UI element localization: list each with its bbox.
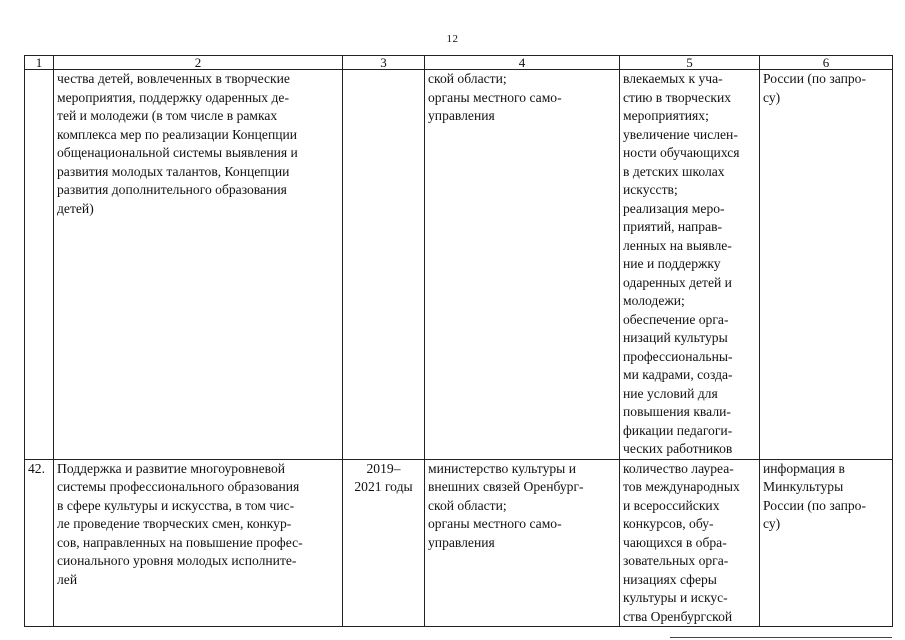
period-cell — [343, 70, 425, 460]
cell-text-line: мероприятия, поддержку одаренных де- — [57, 89, 289, 105]
cell-text-line: одаренных детей и — [623, 274, 732, 290]
cell-text-line: конкурсов, обу- — [623, 516, 714, 531]
report-cell — [760, 459, 893, 627]
cell-text-line: и всероссийских — [623, 497, 720, 513]
table-row — [25, 459, 893, 627]
column-header: 2 — [54, 56, 343, 70]
cell-text-line: ской области; — [428, 71, 507, 86]
cell-text-line: в детских школах — [623, 163, 725, 179]
cell-text-line: в сфере культуры и искусства, в том чис- — [57, 497, 295, 513]
cell-text-line: молодежи; — [623, 293, 685, 308]
cell-text-line: комплекса мер по реализации Концепции — [57, 126, 298, 142]
cell-text-line: системы профессионального образования — [57, 479, 300, 494]
cell-text-line: России (по запро- — [763, 71, 866, 86]
cell-text-line: 2021 годы — [354, 479, 413, 494]
cell-text-line: 2019– — [366, 460, 401, 476]
cell-text-line: ленных на выявле- — [623, 237, 732, 253]
row-number-cell — [25, 70, 54, 460]
cell-text-line: искусств; — [623, 182, 678, 197]
cell-text-line: тей и молодежи (в том числе в рамках — [57, 108, 278, 123]
cell-text-line: детей) — [57, 200, 94, 216]
row-number-cell: 42. — [25, 459, 54, 627]
measure-cell — [54, 459, 343, 627]
cell-text-line: мероприятиях; — [623, 108, 709, 123]
cell-text-line: управления — [428, 108, 495, 123]
cell-text-line: управления — [428, 534, 495, 550]
cell-text-line: повышения квали- — [623, 404, 731, 419]
cell-text-line: ми кадрами, созда- — [623, 367, 733, 382]
column-header: 3 — [343, 56, 425, 70]
cell-text-line: органы местного само- — [428, 89, 562, 105]
cell-text-line: внешних связей Оренбург- — [428, 479, 584, 494]
cell-text-line: зовательных орга- — [623, 553, 729, 568]
column-header: 5 — [620, 56, 760, 70]
cell-text-line: обеспечение орга- — [623, 311, 729, 327]
cell-text-line: Поддержка и развитие многоуровневой — [57, 460, 286, 476]
table-header-row — [25, 56, 893, 70]
cell-text-line: ства Оренбургской — [623, 608, 733, 624]
cell-text-line: су) — [763, 516, 781, 531]
column-header: 1 — [25, 56, 54, 70]
page-number: 12 — [446, 33, 459, 45]
cell-text-line: чающихся в обра- — [623, 534, 727, 550]
cell-text-line: низациях сферы — [623, 571, 717, 587]
cell-text-line: развития дополнительного образования — [57, 182, 287, 197]
cell-text-line: су) — [763, 89, 781, 105]
cell-text-line: тов международных — [623, 479, 740, 494]
cell-text-line: ле проведение творческих смен, конкур- — [57, 516, 292, 531]
cell-text-line: низаций культуры — [623, 330, 728, 345]
column-header: 4 — [425, 56, 620, 70]
period-cell — [343, 459, 425, 627]
result-cell — [620, 70, 760, 460]
cell-text-line: общенациональной системы выявления и — [57, 145, 298, 160]
report-cell — [760, 70, 893, 460]
column-header: 6 — [760, 56, 893, 70]
page-bottom-rule — [670, 637, 892, 638]
cell-text-line: ности обучающихся — [623, 145, 740, 160]
measure-cell — [54, 70, 343, 460]
cell-text-line: развития молодых талантов, Концепции — [57, 163, 290, 179]
cell-text-line: Минкультуры — [763, 479, 844, 494]
cell-text-line: приятий, направ- — [623, 219, 723, 234]
cell-text-line: влекаемых к уча- — [623, 71, 723, 86]
cell-text-line: чества детей, вовлеченных в творческие — [57, 71, 290, 86]
cell-text-line: фикации педагоги- — [623, 422, 733, 438]
cell-text-line: ческих работников — [623, 441, 733, 456]
cell-text-line: ской области; — [428, 497, 507, 513]
cell-text-line: реализация меро- — [623, 200, 725, 216]
cell-text-line: сов, направленных на повышение профес- — [57, 534, 303, 550]
cell-text-line: России (по запро- — [763, 497, 866, 513]
cell-text-line: профессиональны- — [623, 348, 733, 364]
cell-text-line: информация в — [763, 460, 845, 476]
cell-text-line: ние и поддержку — [623, 256, 721, 271]
cell-text-line: стию в творческих — [623, 89, 732, 105]
measures-table — [24, 55, 893, 627]
cell-text-line: лей — [57, 571, 78, 587]
executors-cell — [425, 459, 620, 627]
cell-text-line: количество лауреа- — [623, 460, 734, 476]
table-row — [25, 70, 893, 460]
cell-text-line: ние условий для — [623, 385, 718, 401]
executors-cell — [425, 70, 620, 460]
cell-text-line: органы местного само- — [428, 516, 562, 531]
result-cell — [620, 459, 760, 627]
cell-text-line: увеличение числен- — [623, 126, 738, 142]
cell-text-line: сионального уровня молодых исполните- — [57, 553, 297, 568]
cell-text-line: культуры и искус- — [623, 590, 728, 605]
cell-text-line: министерство культуры и — [428, 460, 576, 476]
